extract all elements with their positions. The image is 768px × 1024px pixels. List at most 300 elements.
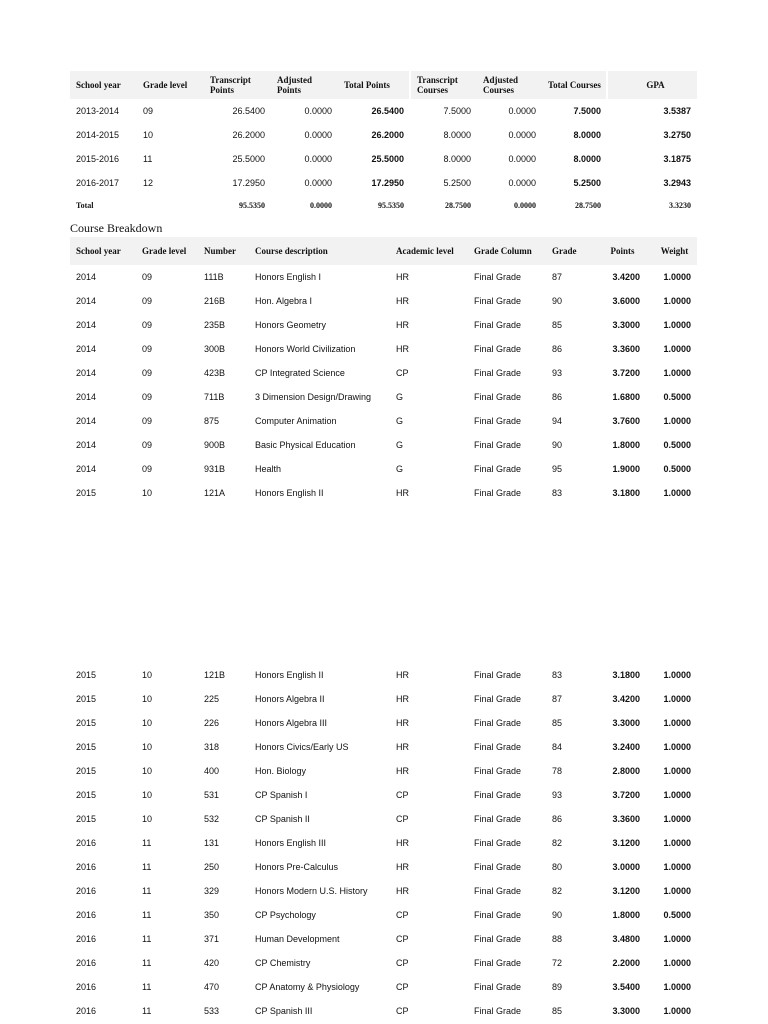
course-cell: 2.8000 [612, 766, 640, 776]
col-academic-level: Academic level [390, 237, 468, 265]
course-row [70, 361, 697, 385]
course-row [70, 337, 697, 361]
course-cell: Health [255, 464, 282, 474]
course-cell: Human Development [255, 934, 340, 944]
course-cell: Final Grade [474, 718, 522, 728]
course-cell: 09 [142, 320, 153, 330]
course-cell: Final Grade [474, 790, 522, 800]
summary-cell: 26.5400 [232, 106, 265, 116]
course-cell: 90 [552, 440, 563, 450]
course-cell: CP Psychology [255, 910, 316, 920]
course-cell: 711B [204, 392, 225, 402]
summary-cell: 0.0000 [508, 154, 536, 164]
course-cell: Final Grade [474, 1006, 522, 1016]
course-row [70, 457, 697, 481]
course-cell: G [396, 440, 404, 450]
course-cell: Hon. Biology [255, 766, 307, 776]
course-cell: 10 [142, 766, 153, 776]
course-breakdown-title: Course Breakdown [70, 221, 163, 235]
course-cell: 1.9000 [612, 464, 640, 474]
course-cell: Final Grade [474, 838, 522, 848]
course-cell: 1.0000 [663, 886, 691, 896]
course-row [70, 663, 697, 687]
course-cell: Computer Animation [255, 416, 337, 426]
course-cell: 09 [142, 440, 153, 450]
course-cell: 470 [204, 982, 220, 992]
course-cell: Hon. Algebra I [255, 296, 313, 306]
course-cell: 11 [142, 934, 152, 944]
course-cell: Final Grade [474, 814, 522, 824]
course-cell: 09 [142, 296, 153, 306]
summary-row [70, 147, 697, 171]
course-cell: HR [396, 742, 409, 752]
course-row [70, 831, 697, 855]
course-cell: 1.8000 [612, 910, 640, 920]
course-row [70, 409, 697, 433]
course-cell: 85 [552, 718, 563, 728]
course-cell: 10 [142, 694, 153, 704]
course-cell: Final Grade [474, 694, 522, 704]
course-row [70, 481, 697, 505]
course-cell: 84 [552, 742, 563, 752]
course-cell: 83 [552, 670, 563, 680]
course-cell: CP [396, 958, 409, 968]
col-course-description: Course description [249, 237, 390, 265]
course-cell: 1.0000 [663, 814, 691, 824]
course-cell: 2014 [76, 344, 97, 354]
course-cell: 85 [552, 1006, 563, 1016]
course-cell: 931B [204, 464, 226, 474]
summary-cell: 0.0000 [304, 154, 332, 164]
col-grade-column: Grade Column [468, 237, 546, 265]
course-row [70, 289, 697, 313]
course-cell: G [396, 464, 404, 474]
course-cell: 121A [204, 488, 226, 498]
course-cell: 2014 [76, 440, 97, 450]
course-row [70, 879, 697, 903]
course-cell: CP Spanish II [255, 814, 310, 824]
course-cell: Final Grade [474, 440, 522, 450]
total-total-points: 95.5350 [378, 200, 404, 210]
course-cell: 3.7200 [612, 790, 640, 800]
course-cell: Honors Algebra II [255, 694, 325, 704]
course-cell: Final Grade [474, 344, 522, 354]
course-cell: 1.0000 [663, 862, 691, 872]
course-row [70, 385, 697, 409]
course-cell: 88 [552, 934, 563, 944]
summary-cell: 2013-2014 [76, 106, 120, 116]
course-cell: 2014 [76, 416, 97, 426]
course-cell: 2.2000 [612, 958, 640, 968]
summary-cell: 11 [143, 154, 153, 164]
course-cell: Final Grade [474, 464, 522, 474]
course-cell: 3.6000 [612, 296, 640, 306]
course-cell: 09 [142, 416, 153, 426]
course-cell: 3.3600 [612, 814, 640, 824]
total-adjusted-courses: 0.0000 [514, 200, 536, 210]
course-cell: 1.8000 [612, 440, 640, 450]
course-cell: 1.0000 [663, 958, 691, 968]
summary-cell: 10 [143, 130, 154, 140]
course-row [70, 265, 697, 289]
course-cell: 0.5000 [663, 910, 691, 920]
course-cell: 1.0000 [663, 344, 691, 354]
header-total-points: Total Points [338, 71, 410, 99]
courses-header-row [70, 237, 697, 265]
summary-cell: 3.5387 [663, 106, 691, 116]
course-cell: 10 [142, 742, 153, 752]
course-cell: Honors Pre-Calculus [255, 862, 339, 872]
course-cell: 131 [204, 838, 220, 848]
course-cell: 3.1800 [612, 488, 640, 498]
summary-cell: 8.0000 [443, 130, 471, 140]
course-row [70, 975, 697, 999]
course-row [70, 759, 697, 783]
course-cell: 250 [204, 862, 220, 872]
course-cell: Basic Physical Education [255, 440, 356, 450]
course-cell: 09 [142, 272, 153, 282]
course-cell: 09 [142, 368, 153, 378]
course-cell: 1.0000 [663, 790, 691, 800]
course-cell: 3.1200 [612, 838, 640, 848]
course-cell: 225 [204, 694, 220, 704]
course-cell: CP [396, 1006, 409, 1016]
summary-cell: 2014-2015 [76, 130, 120, 140]
course-cell: 10 [142, 718, 153, 728]
header-adjusted-points: Adjusted Points [271, 71, 338, 99]
course-cell: 3.4800 [612, 934, 640, 944]
course-cell: 2014 [76, 368, 97, 378]
total-gpa: 3.3230 [669, 200, 691, 210]
course-cell: 0.5000 [663, 440, 691, 450]
course-cell: 226 [204, 718, 220, 728]
course-cell: 72 [552, 958, 563, 968]
total-transcript-points: 95.5350 [239, 200, 265, 210]
col-grade: Grade [546, 237, 593, 265]
course-cell: 3.0000 [612, 862, 640, 872]
course-cell: 95 [552, 464, 563, 474]
course-cell: HR [396, 838, 409, 848]
summary-cell: 25.5000 [232, 154, 265, 164]
course-cell: 1.0000 [663, 838, 691, 848]
course-cell: 2016 [76, 982, 97, 992]
course-cell: 3.4200 [612, 694, 640, 704]
summary-cell: 3.2750 [663, 130, 691, 140]
course-cell: 1.0000 [663, 766, 691, 776]
course-cell: CP [396, 910, 409, 920]
course-cell: Honors English II [255, 670, 324, 680]
course-row [70, 807, 697, 831]
course-cell: HR [396, 670, 409, 680]
course-cell: Honors English II [255, 488, 324, 498]
course-cell: 2016 [76, 886, 97, 896]
course-cell: CP Anatomy & Physiology [255, 982, 360, 992]
summary-cell: 0.0000 [304, 130, 332, 140]
course-cell: 1.0000 [663, 982, 691, 992]
course-cell: 111B [204, 272, 224, 282]
course-row [70, 927, 697, 951]
course-row [70, 903, 697, 927]
course-cell: 3.3000 [612, 320, 640, 330]
course-cell: CP Integrated Science [255, 368, 345, 378]
course-row [70, 783, 697, 807]
course-cell: 1.0000 [663, 1006, 691, 1016]
course-cell: 533 [204, 1006, 220, 1016]
course-cell: 420 [204, 958, 220, 968]
course-cell: 78 [552, 766, 563, 776]
course-cell: CP [396, 790, 409, 800]
course-cell: 3.7600 [612, 416, 640, 426]
course-cell: 3.1800 [612, 670, 640, 680]
course-cell: 3.3000 [612, 1006, 640, 1016]
header-transcript-courses: Transcript Courses [410, 71, 477, 99]
course-cell: 300B [204, 344, 226, 354]
total-transcript-courses: 28.7500 [445, 200, 471, 210]
summary-header-row [70, 71, 697, 99]
course-cell: 2014 [76, 464, 97, 474]
course-cell: 2015 [76, 694, 97, 704]
course-cell: HR [396, 862, 409, 872]
course-cell: Final Grade [474, 368, 522, 378]
course-cell: Final Grade [474, 488, 522, 498]
course-cell: Honors Civics/Early US [255, 742, 349, 752]
course-cell: 3.5400 [612, 982, 640, 992]
course-cell: 87 [552, 272, 563, 282]
total-grade-level [137, 195, 204, 215]
course-breakdown-table [70, 237, 697, 505]
summary-cell: 0.0000 [304, 178, 332, 188]
summary-cell: 3.2943 [663, 178, 691, 188]
course-cell: 3.2400 [612, 742, 640, 752]
course-cell: Final Grade [474, 934, 522, 944]
course-cell: Final Grade [474, 982, 522, 992]
course-cell: 2015 [76, 742, 97, 752]
total-adjusted-points: 0.0000 [310, 200, 332, 210]
course-cell: 10 [142, 670, 153, 680]
course-cell: 89 [552, 982, 563, 992]
course-cell: Final Grade [474, 320, 522, 330]
course-cell: G [396, 416, 404, 426]
course-cell: 1.0000 [663, 272, 691, 282]
course-cell: 09 [142, 344, 153, 354]
course-cell: 2015 [76, 488, 97, 498]
course-cell: 2016 [76, 958, 97, 968]
course-cell: 900B [204, 440, 226, 450]
course-cell: 90 [552, 910, 563, 920]
header-gpa: GPA [607, 71, 697, 99]
course-cell: 350 [204, 910, 220, 920]
course-cell: 235B [204, 320, 226, 330]
course-cell: 2015 [76, 814, 97, 824]
course-cell: CP [396, 368, 409, 378]
course-cell: 1.0000 [663, 368, 691, 378]
course-cell: 94 [552, 416, 563, 426]
course-cell: 121B [204, 670, 226, 680]
course-cell: CP Chemistry [255, 958, 311, 968]
course-cell: HR [396, 718, 409, 728]
header-total-courses: Total Courses [542, 71, 607, 99]
course-cell: 11 [142, 1006, 152, 1016]
course-row [70, 999, 697, 1023]
summary-cell: 7.5000 [573, 106, 601, 116]
summary-total-row [70, 195, 697, 215]
course-cell: 0.5000 [663, 464, 691, 474]
col-school-year: School year [70, 237, 136, 265]
header-grade-level: Grade level [137, 71, 204, 99]
course-cell: 3.3600 [612, 344, 640, 354]
course-cell: 2016 [76, 934, 97, 944]
course-cell: Honors Algebra III [255, 718, 328, 728]
summary-cell: 7.5000 [443, 106, 471, 116]
course-cell: 93 [552, 790, 563, 800]
course-cell: 1.0000 [663, 694, 691, 704]
course-cell: 09 [142, 464, 153, 474]
summary-cell: 0.0000 [508, 106, 536, 116]
course-cell: 423B [204, 368, 226, 378]
course-cell: 1.0000 [663, 320, 691, 330]
summary-cell: 26.2000 [232, 130, 265, 140]
course-breakdown-table-continued [70, 663, 697, 1023]
course-cell: 2014 [76, 320, 97, 330]
summary-row [70, 171, 697, 195]
course-cell: 400 [204, 766, 220, 776]
course-cell: HR [396, 694, 409, 704]
course-row [70, 951, 697, 975]
course-cell: 3 Dimension Design/Drawing [255, 392, 372, 402]
course-cell: 2014 [76, 272, 97, 282]
course-cell: 86 [552, 392, 563, 402]
course-cell: 371 [204, 934, 220, 944]
col-number: Number [198, 237, 249, 265]
course-cell: Final Grade [474, 958, 522, 968]
summary-cell: 17.2950 [232, 178, 265, 188]
course-cell: Honors World Civilization [255, 344, 356, 354]
summary-cell: 12 [143, 178, 154, 188]
summary-cell: 2015-2016 [76, 154, 120, 164]
course-cell: HR [396, 320, 409, 330]
summary-cell: 5.2500 [443, 178, 471, 188]
summary-cell: 0.0000 [304, 106, 332, 116]
course-cell: Honors English III [255, 838, 327, 848]
course-cell: 2016 [76, 862, 97, 872]
gpa-summary-table [70, 71, 697, 215]
course-cell: 0.5000 [663, 392, 691, 402]
course-cell: Final Grade [474, 392, 522, 402]
summary-cell: 17.2950 [371, 178, 404, 188]
header-transcript-points: Transcript Points [204, 71, 271, 99]
course-cell: 10 [142, 814, 153, 824]
summary-cell: 25.5000 [371, 154, 404, 164]
summary-cell: 09 [143, 106, 154, 116]
course-cell: Final Grade [474, 272, 522, 282]
course-cell: 90 [552, 296, 563, 306]
summary-cell: 8.0000 [443, 154, 471, 164]
course-cell: 11 [142, 862, 152, 872]
course-cell: 318 [204, 742, 220, 752]
course-cell: Honors Modern U.S. History [255, 886, 368, 896]
course-cell: 2015 [76, 766, 97, 776]
course-cell: Final Grade [474, 766, 522, 776]
course-cell: 11 [142, 838, 152, 848]
summary-cell: 5.2500 [573, 178, 601, 188]
course-cell: 1.0000 [663, 742, 691, 752]
summary-row [70, 123, 697, 147]
course-row [70, 433, 697, 457]
course-cell: 10 [142, 488, 153, 498]
course-cell: 1.0000 [663, 488, 691, 498]
course-cell: Final Grade [474, 910, 522, 920]
course-row [70, 855, 697, 879]
course-cell: 11 [142, 886, 152, 896]
course-cell: 2014 [76, 392, 97, 402]
course-cell: 09 [142, 392, 153, 402]
course-cell: 1.0000 [663, 934, 691, 944]
course-cell: CP Spanish I [255, 790, 308, 800]
course-cell: CP Spanish III [255, 1006, 313, 1016]
course-cell: Honors English I [255, 272, 322, 282]
course-cell: HR [396, 344, 409, 354]
course-row [70, 687, 697, 711]
course-cell: HR [396, 766, 409, 776]
course-cell: HR [396, 296, 409, 306]
course-cell: 2016 [76, 1006, 97, 1016]
course-cell: 2015 [76, 718, 97, 728]
course-cell: 11 [142, 982, 152, 992]
course-cell: 2014 [76, 296, 97, 306]
course-cell: 1.0000 [663, 718, 691, 728]
course-cell: 2015 [76, 670, 97, 680]
col-weight: Weight [646, 237, 697, 265]
summary-cell: 26.2000 [371, 130, 404, 140]
course-cell: 3.1200 [612, 886, 640, 896]
summary-cell: 8.0000 [573, 154, 601, 164]
course-cell: Final Grade [474, 416, 522, 426]
summary-cell: 0.0000 [508, 130, 536, 140]
course-cell: 86 [552, 344, 563, 354]
course-cell: 875 [204, 416, 220, 426]
summary-cell: 2016-2017 [76, 178, 120, 188]
summary-cell: 3.1875 [663, 154, 691, 164]
header-adjusted-courses: Adjusted Courses [477, 71, 542, 99]
course-cell: 1.0000 [663, 670, 691, 680]
course-row [70, 735, 697, 759]
course-row [70, 711, 697, 735]
course-row [70, 313, 697, 337]
col-points: Points [593, 237, 646, 265]
course-cell: CP [396, 814, 409, 824]
course-cell: 3.7200 [612, 368, 640, 378]
course-cell: 87 [552, 694, 563, 704]
course-cell: 1.6800 [612, 392, 640, 402]
course-cell: 85 [552, 320, 563, 330]
summary-cell: 0.0000 [508, 178, 536, 188]
course-cell: CP [396, 982, 409, 992]
course-cell: 80 [552, 862, 563, 872]
total-total-courses: 28.7500 [575, 200, 601, 210]
course-cell: HR [396, 272, 409, 282]
course-cell: Final Grade [474, 862, 522, 872]
summary-row [70, 99, 697, 123]
course-cell: 10 [142, 790, 153, 800]
course-cell: 83 [552, 488, 563, 498]
course-cell: Final Grade [474, 296, 522, 306]
course-cell: 329 [204, 886, 220, 896]
total-label: Total [76, 200, 94, 210]
course-cell: 82 [552, 886, 563, 896]
course-cell: 93 [552, 368, 563, 378]
summary-cell: 26.5400 [371, 106, 404, 116]
course-cell: 1.0000 [663, 296, 691, 306]
